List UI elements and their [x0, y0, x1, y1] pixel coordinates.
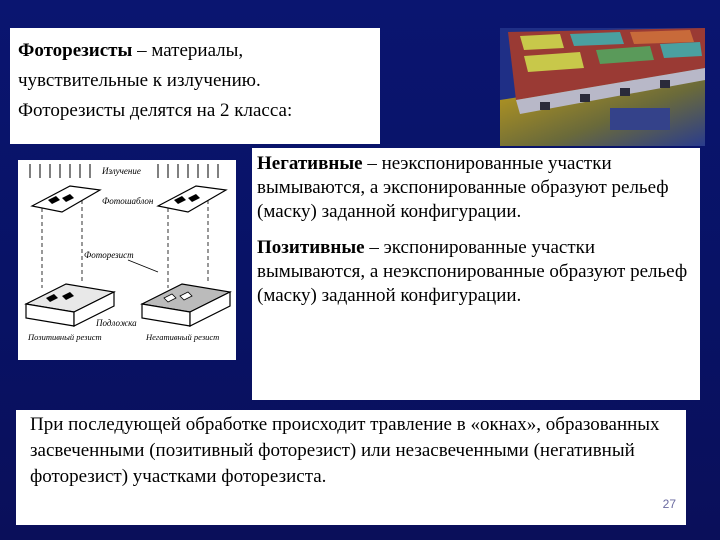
- positive-text: – экспонированные участки вымываются, а неэкспонированные образуют рельеф (маску) заданной конфигурации.: [257, 237, 688, 306]
- chip-structure-illustration: [500, 28, 705, 146]
- intro-text-box: [10, 28, 380, 144]
- etching-explanation-text: При последующей обработке происходит травление в «окнах», образованных засвеченными (позитивный фоторезист) или незасвеченными (негативный фоторезист) участками фоторезиста.: [30, 414, 660, 487]
- photoresist-exposure-diagram: [18, 160, 236, 360]
- negative-definition: [257, 152, 696, 224]
- label-photomask: Фотошаблон: [102, 196, 154, 206]
- label-photoresist: Фоторезист: [84, 250, 134, 260]
- etching-explanation-box: [16, 410, 686, 525]
- intro-line-3: Фоторезисты делятся на 2 класса:: [18, 100, 293, 121]
- negative-text: – неэкспонированные участки вымываются, а экспонированные образуют рельеф (маску) заданной конфигурации.: [257, 153, 669, 222]
- intro-dash: –: [132, 40, 152, 61]
- slide-page-number: 27: [662, 497, 676, 511]
- label-radiation: Излучение: [102, 166, 141, 176]
- label-substrate: Подложка: [96, 318, 137, 328]
- definitions-box: [252, 148, 700, 400]
- chip-structure-image: [500, 28, 705, 146]
- projection-lines: [42, 200, 208, 288]
- negative-term: Негативные: [257, 153, 363, 174]
- photoresist-term: Фоторезисты: [18, 40, 133, 61]
- intro-line-2: чувствительные к излучению.: [18, 70, 261, 91]
- label-negative: Негативный резист: [146, 332, 220, 342]
- intro-line-1-rest: материалы,: [151, 40, 244, 61]
- positive-term: Позитивные: [257, 237, 365, 258]
- negative-resist-block: [142, 284, 230, 326]
- label-positive: Позитивный резист: [28, 332, 102, 342]
- intro-line-1: [18, 36, 380, 66]
- positive-definition: [257, 236, 696, 308]
- exposure-diagram-svg: [18, 160, 236, 360]
